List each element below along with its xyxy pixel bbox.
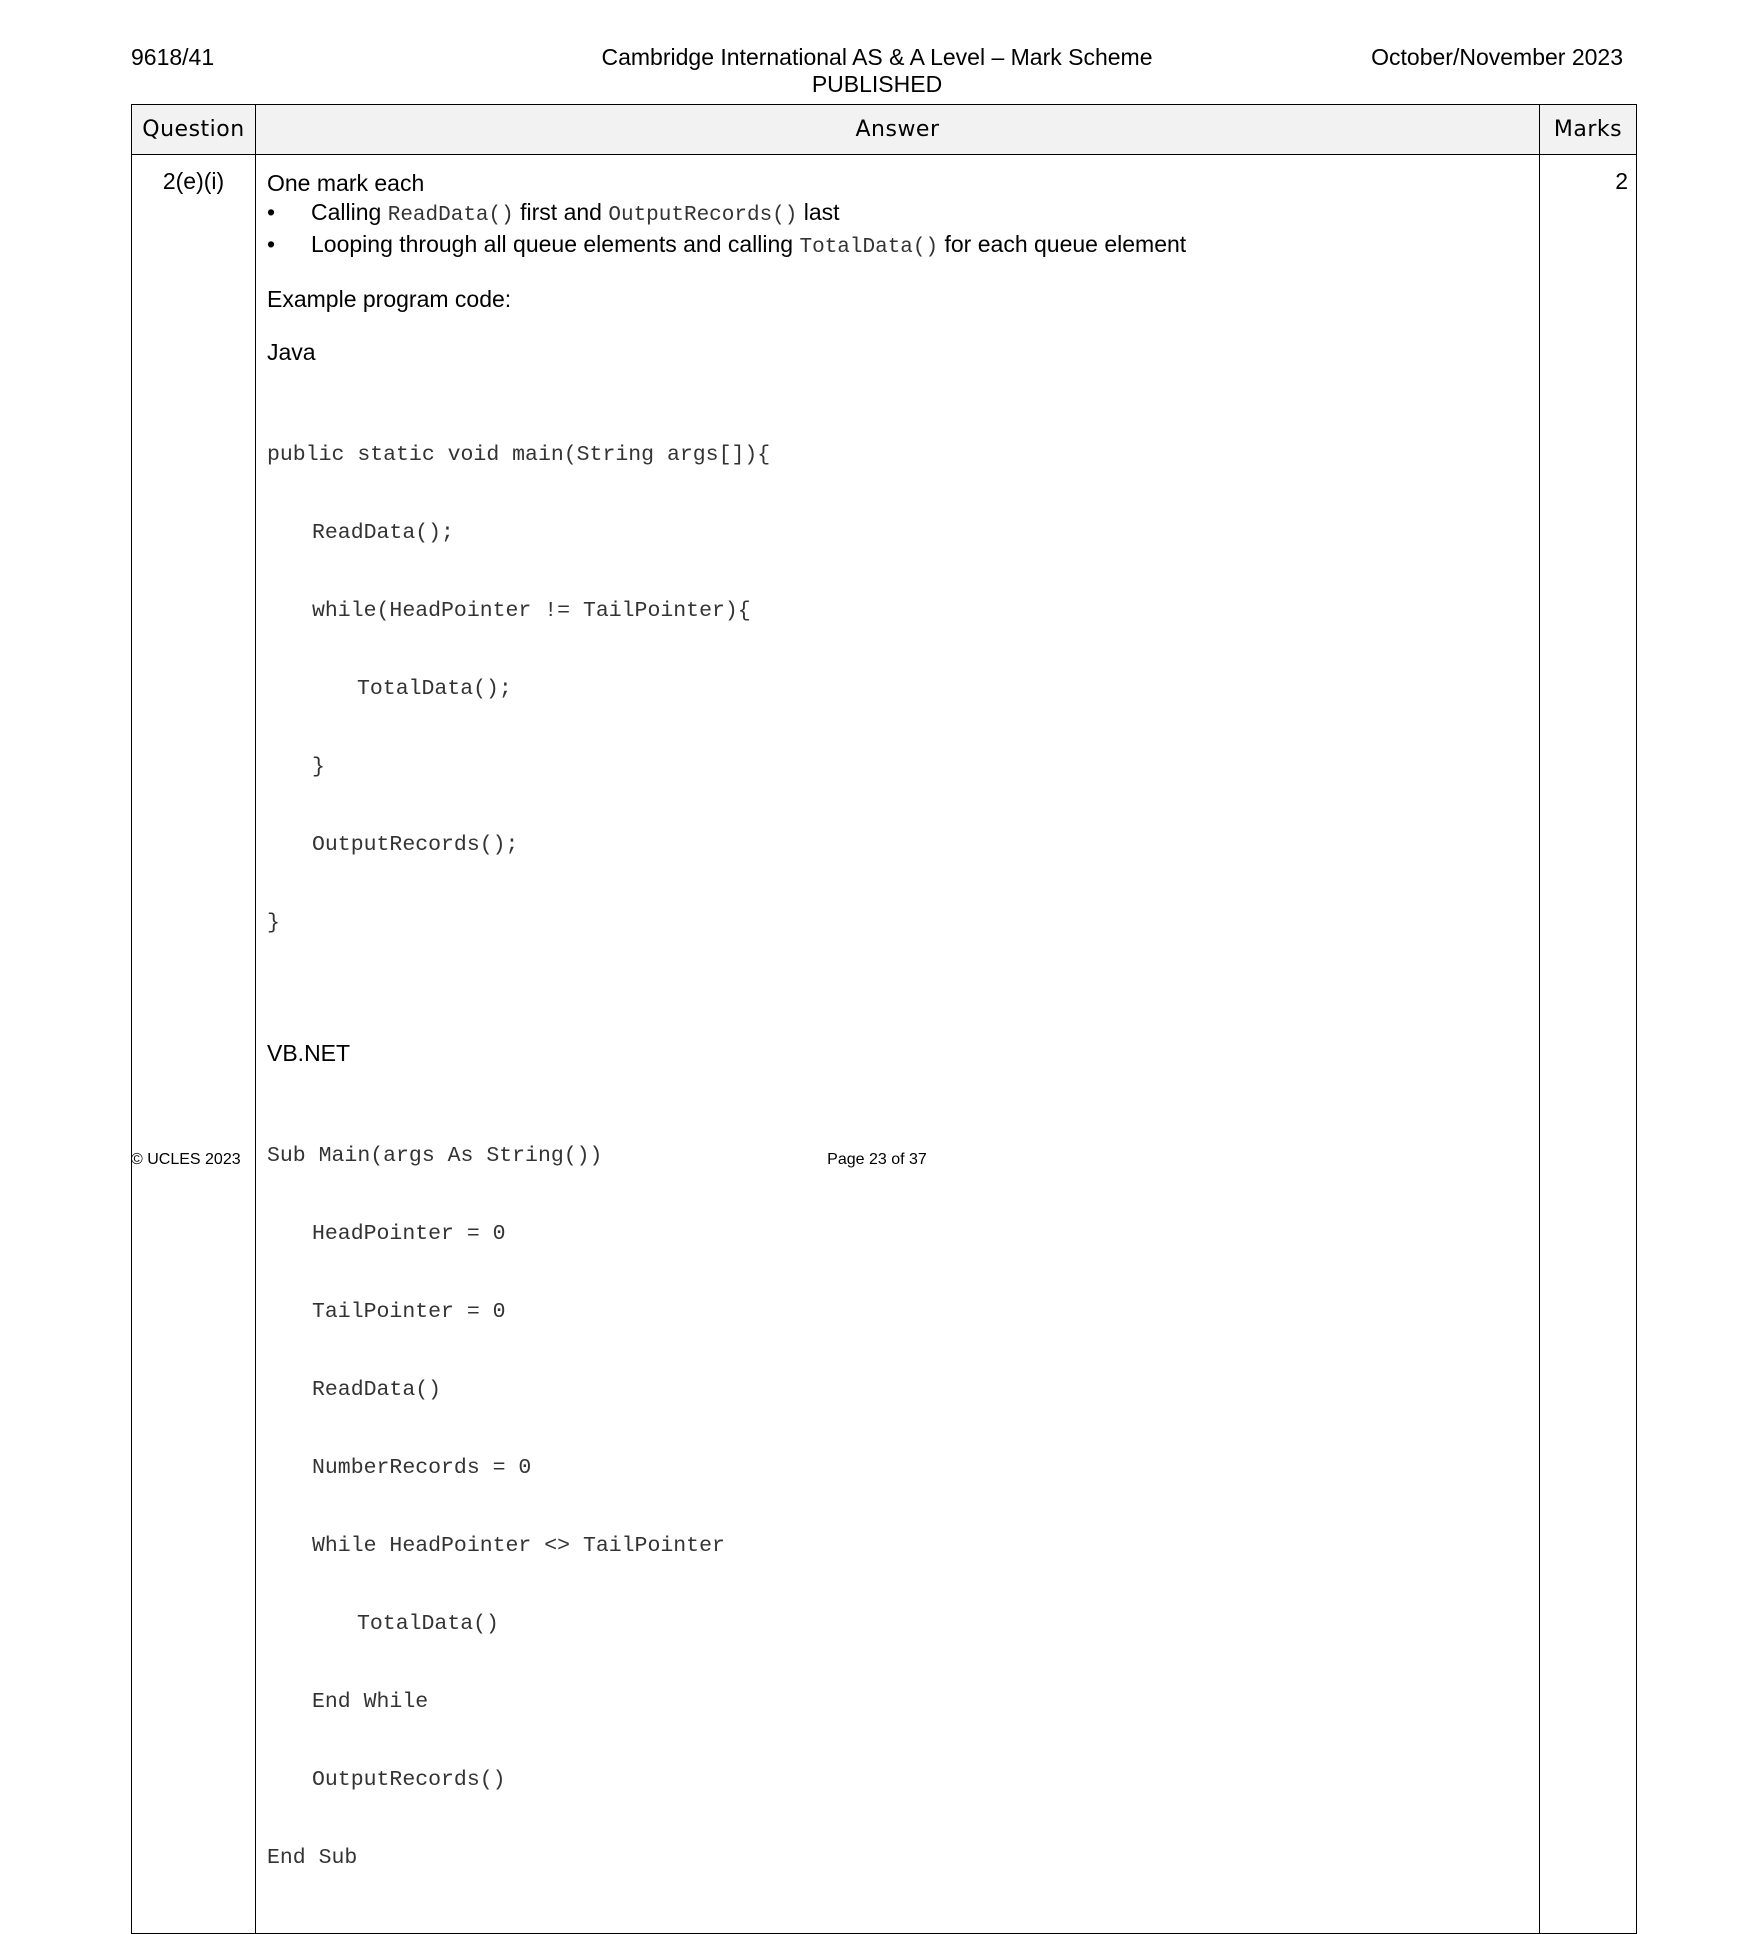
code-line: ReadData(); bbox=[312, 521, 454, 545]
language-label-vbnet: VB.NET bbox=[267, 1040, 351, 1066]
exam-session: October/November 2023 bbox=[1371, 44, 1623, 70]
code-line: OutputRecords() bbox=[312, 1768, 506, 1792]
java-code-block bbox=[267, 390, 1529, 988]
code-line: End While bbox=[312, 1690, 429, 1714]
mark-point-text: last bbox=[797, 199, 840, 225]
answer-column-header: Answer bbox=[256, 105, 1540, 155]
mark-point-text: Looping through all queue elements and calling bbox=[311, 231, 800, 257]
copyright-notice: © UCLES 2023 bbox=[131, 1151, 241, 1168]
marks-value: 2 bbox=[1540, 155, 1637, 1934]
language-label-java: Java bbox=[267, 339, 316, 365]
marks-column-header: Marks bbox=[1540, 105, 1637, 155]
example-label: Example program code: bbox=[267, 286, 512, 312]
answer-intro: One mark each bbox=[267, 170, 425, 196]
code-line: OutputRecords(); bbox=[312, 833, 519, 857]
question-column-header: Question bbox=[132, 105, 256, 155]
code-line: End Sub bbox=[267, 1846, 358, 1870]
code-line: } bbox=[312, 755, 325, 779]
code-line: public static void main(String args[]){ bbox=[267, 443, 771, 467]
vbnet-code-block bbox=[267, 1091, 1529, 1923]
paper-code: 9618/41 bbox=[131, 44, 215, 70]
answer-cell bbox=[256, 155, 1540, 1934]
code-line: ReadData() bbox=[312, 1378, 442, 1402]
mark-point-text: first and bbox=[513, 199, 609, 225]
mark-point-1 bbox=[267, 198, 1529, 230]
page-number: Page 23 of 37 bbox=[827, 1151, 927, 1168]
mark-point-text: for each queue element bbox=[938, 231, 1187, 257]
mark-point-text: Calling bbox=[311, 199, 388, 225]
bullet-icon: • bbox=[267, 231, 276, 257]
document-title: Cambridge International AS & A Level – Mark Scheme bbox=[601, 44, 1153, 70]
code-line: while(HeadPointer != TailPointer){ bbox=[312, 599, 751, 623]
inline-code: ReadData() bbox=[387, 204, 514, 227]
table-row bbox=[132, 155, 1637, 1934]
code-line: } bbox=[267, 911, 280, 935]
code-line: HeadPointer = 0 bbox=[312, 1222, 506, 1246]
table-header-row bbox=[132, 105, 1637, 155]
code-line: TotalData() bbox=[357, 1612, 499, 1636]
question-number: 2(e)(i) bbox=[132, 155, 256, 1934]
mark-point-2 bbox=[267, 230, 1529, 262]
code-line: TailPointer = 0 bbox=[312, 1300, 506, 1324]
code-line: Sub Main(args As String()) bbox=[267, 1144, 603, 1168]
code-line: While HeadPointer <> TailPointer bbox=[312, 1534, 725, 1558]
published-label: PUBLISHED bbox=[811, 71, 943, 97]
bullet-icon: • bbox=[267, 199, 276, 225]
inline-code: OutputRecords() bbox=[608, 204, 798, 227]
code-line: NumberRecords = 0 bbox=[312, 1456, 532, 1480]
inline-code: TotalData() bbox=[799, 236, 939, 259]
mark-scheme-table bbox=[131, 104, 1637, 1934]
code-line: TotalData(); bbox=[357, 677, 512, 701]
